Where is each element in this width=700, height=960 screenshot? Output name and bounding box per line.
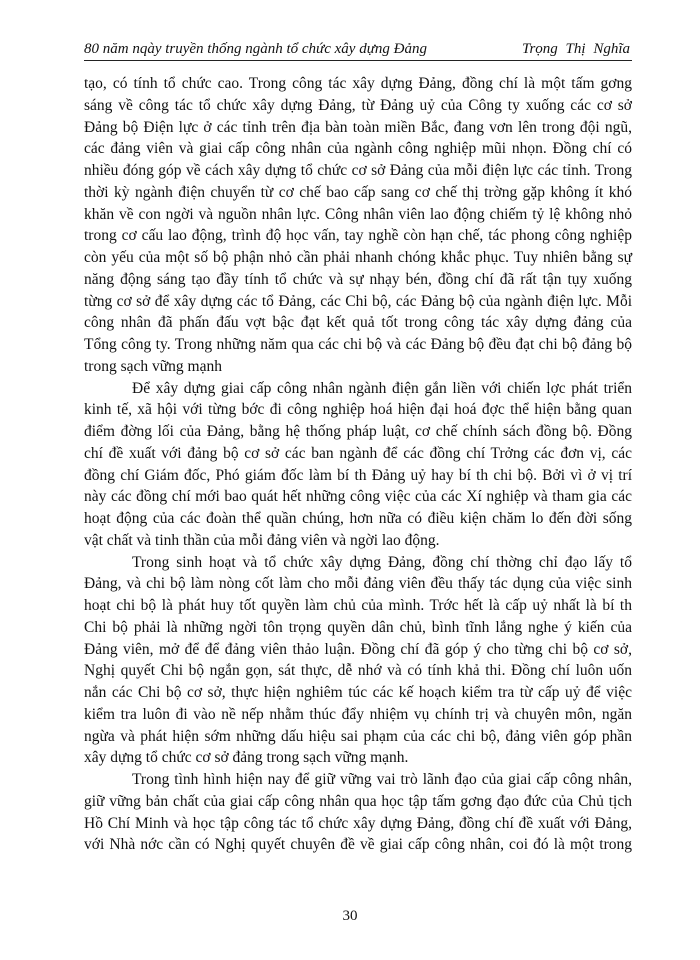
- text-line: này các đồng chí mới bao quát hết những công việc của các Xí nghiệp và tham gia các: [84, 488, 632, 506]
- text-line: Nghị quyết Chi bộ ngắn gọn, sát thực, dễ nhớ và có tính khả thi. Đồng chí luôn uốn: [84, 662, 632, 680]
- text-line: trong cơ cấu lao động, trình độ học vấn, tay nghề còn hạn chế, tác phong công nghiệp: [84, 227, 632, 245]
- text-line: Đảng, và chi bộ làm nòng cốt làm cho mỗi đảng viên đều thấy tác dụng của việc sinh: [84, 575, 632, 593]
- header-author: Trọng Thị Nghĩa: [521, 41, 630, 57]
- text-line: Trong sinh hoạt và tổ chức xây dựng Đảng, đồng chí thờng chỉ đạo lấy tổ: [132, 553, 632, 571]
- text-line: Hồ Chí Minh và học tập công tác tổ chức xây dựng Đảng, đồng chí đề xuất với Đảng,: [84, 814, 632, 832]
- text-line: nắn các Chi bộ cơ sở, thực hiện nghiêm túc các kế hoạch kiểm tra từ cấp uỷ để việc: [84, 684, 632, 701]
- text-line: vật chất và tinh thần của mỗi đảng viên và ngời lao động.: [84, 531, 440, 549]
- text-line: còn yếu của một số bộ phận nhỏ cần phải nhanh chóng khắc phục. Tuy nhiên bằng sự: [84, 249, 632, 266]
- text-line: các đảng viên và giai cấp công nhân của ngành công nghiệp mũi nhọn. Đồng chí có: [84, 140, 632, 158]
- text-line: kiểm tra luôn đi vào nề nếp nhằm thúc đẩy nhiệm vụ chính trị và chuyên môn, ngăn: [84, 705, 632, 723]
- page-number: 30: [342, 908, 358, 924]
- text-line: hoạt chi bộ là phát huy tốt quyền làm chủ của mình. Trớc hết là cấp uỷ nhất là bí th: [84, 597, 632, 614]
- text-line: từng cơ sở để xây dựng các tổ Đảng, các Chi bộ, các Đảng bộ của ngành điện lực. Mỗi: [84, 292, 632, 310]
- text-line: đồng chí Giám đốc, Phó giám đốc làm bí th Đảng uỷ hay bí th chi bộ. Bởi vì ở vị trí: [84, 466, 632, 484]
- text-line: tạo, có tính tổ chức cao. Trong công tác xây dựng Đảng, đồng chí là một tấm gơng: [84, 75, 632, 92]
- text-line: Trong tình hình hiện nay để giữ vững vai trò lãnh đạo của giai cấp công nhân,: [132, 771, 632, 788]
- body-text: [84, 73, 632, 856]
- page-header: [84, 38, 632, 61]
- text-line: với Nhà nớc cần có Nghị quyết chuyên đề về giai cấp công nhân, coi đó là một trong: [84, 836, 632, 854]
- header-book-title: 80 năm nqày truyền thống ngành tổ chức xây dựng Đảng: [84, 41, 427, 57]
- text-line: thời kỳ ngành điện chuyển từ cơ chế bao cấp sang cơ chế thị trờng gặp không ít khó: [84, 183, 632, 201]
- text-line: giữ vững bản chất của giai cấp công nhân qua học tập tấm gơng đạo đức của Chủ tịch: [84, 792, 632, 810]
- text-line: sáng về công tác tổ chức xây dựng Đảng, từ Đảng uỷ của Công ty xuống các cơ sở: [84, 96, 632, 114]
- text-line: ngừa và phát hiện sớm những dấu hiệu sai phạm của các chi bộ, đảng viên góp phần: [84, 727, 632, 745]
- text-line: điểm đờng lối của Đảng, bằng hệ thống pháp luật, cơ chế chính sách đồng bộ. Đồng: [84, 423, 632, 440]
- text-line: kinh tế, xã hội với từng bớc đi công nghiệp hoá hiện đại hoá đợc thể hiện bằng quan: [84, 401, 632, 419]
- text-line: chí đề xuất với đảng bộ cơ sở các ban ngành để các đồng chí Trởng các đơn vị, các: [84, 444, 632, 462]
- text-line: Chi bộ phải là những ngời tôn trọng quyền dân chủ, bình tĩnh lắng nghe ý kiến của: [84, 618, 632, 636]
- text-line: xây dựng tổ chức cơ sở đảng trong sạch vững mạnh.: [84, 749, 409, 767]
- text-line: khăn về con ngời và nguồn nhân lực. Công nhân viên lao động chiếm tỷ lệ không nhỏ: [84, 205, 632, 223]
- text-line: hoạt động của các đoàn thể quần chúng, hơn nữa có điều kiện chăm lo đến đời sống: [84, 510, 632, 527]
- text-line: Để xây dựng giai cấp công nhân ngành điện gắn liền với chiến lợc phát triển: [132, 379, 632, 397]
- text-line: Tổng công ty. Trong những năm qua các chi bộ và các Đảng bộ đều đạt chi bộ đảng bộ: [84, 336, 632, 353]
- text-line: Đảng viên, mở để để đảng viên thảo luận. Đồng chí đã góp ý cho từng chi bộ cơ sở,: [84, 640, 632, 658]
- text-line: công nhân đã phấn đấu vợt bậc đạt kết quả tốt trong công tác xây dựng đảng của: [84, 314, 632, 332]
- text-line: trong sạch vững mạnh: [84, 357, 222, 375]
- text-line: Đảng bộ Điện lực ở các tỉnh trên địa bàn toàn miền Bắc, đang vơn lên trong đội ngũ,: [84, 118, 632, 136]
- text-line: năng động sáng tạo đầy tính tổ chức và sự nhạy bén, đồng chí đã rất tận tụy xuống: [84, 270, 632, 288]
- text-line: nhiều đóng góp về cách xây dựng tổ chức cơ sở Đảng của mỗi điện lực các tỉnh. Trong: [84, 162, 632, 179]
